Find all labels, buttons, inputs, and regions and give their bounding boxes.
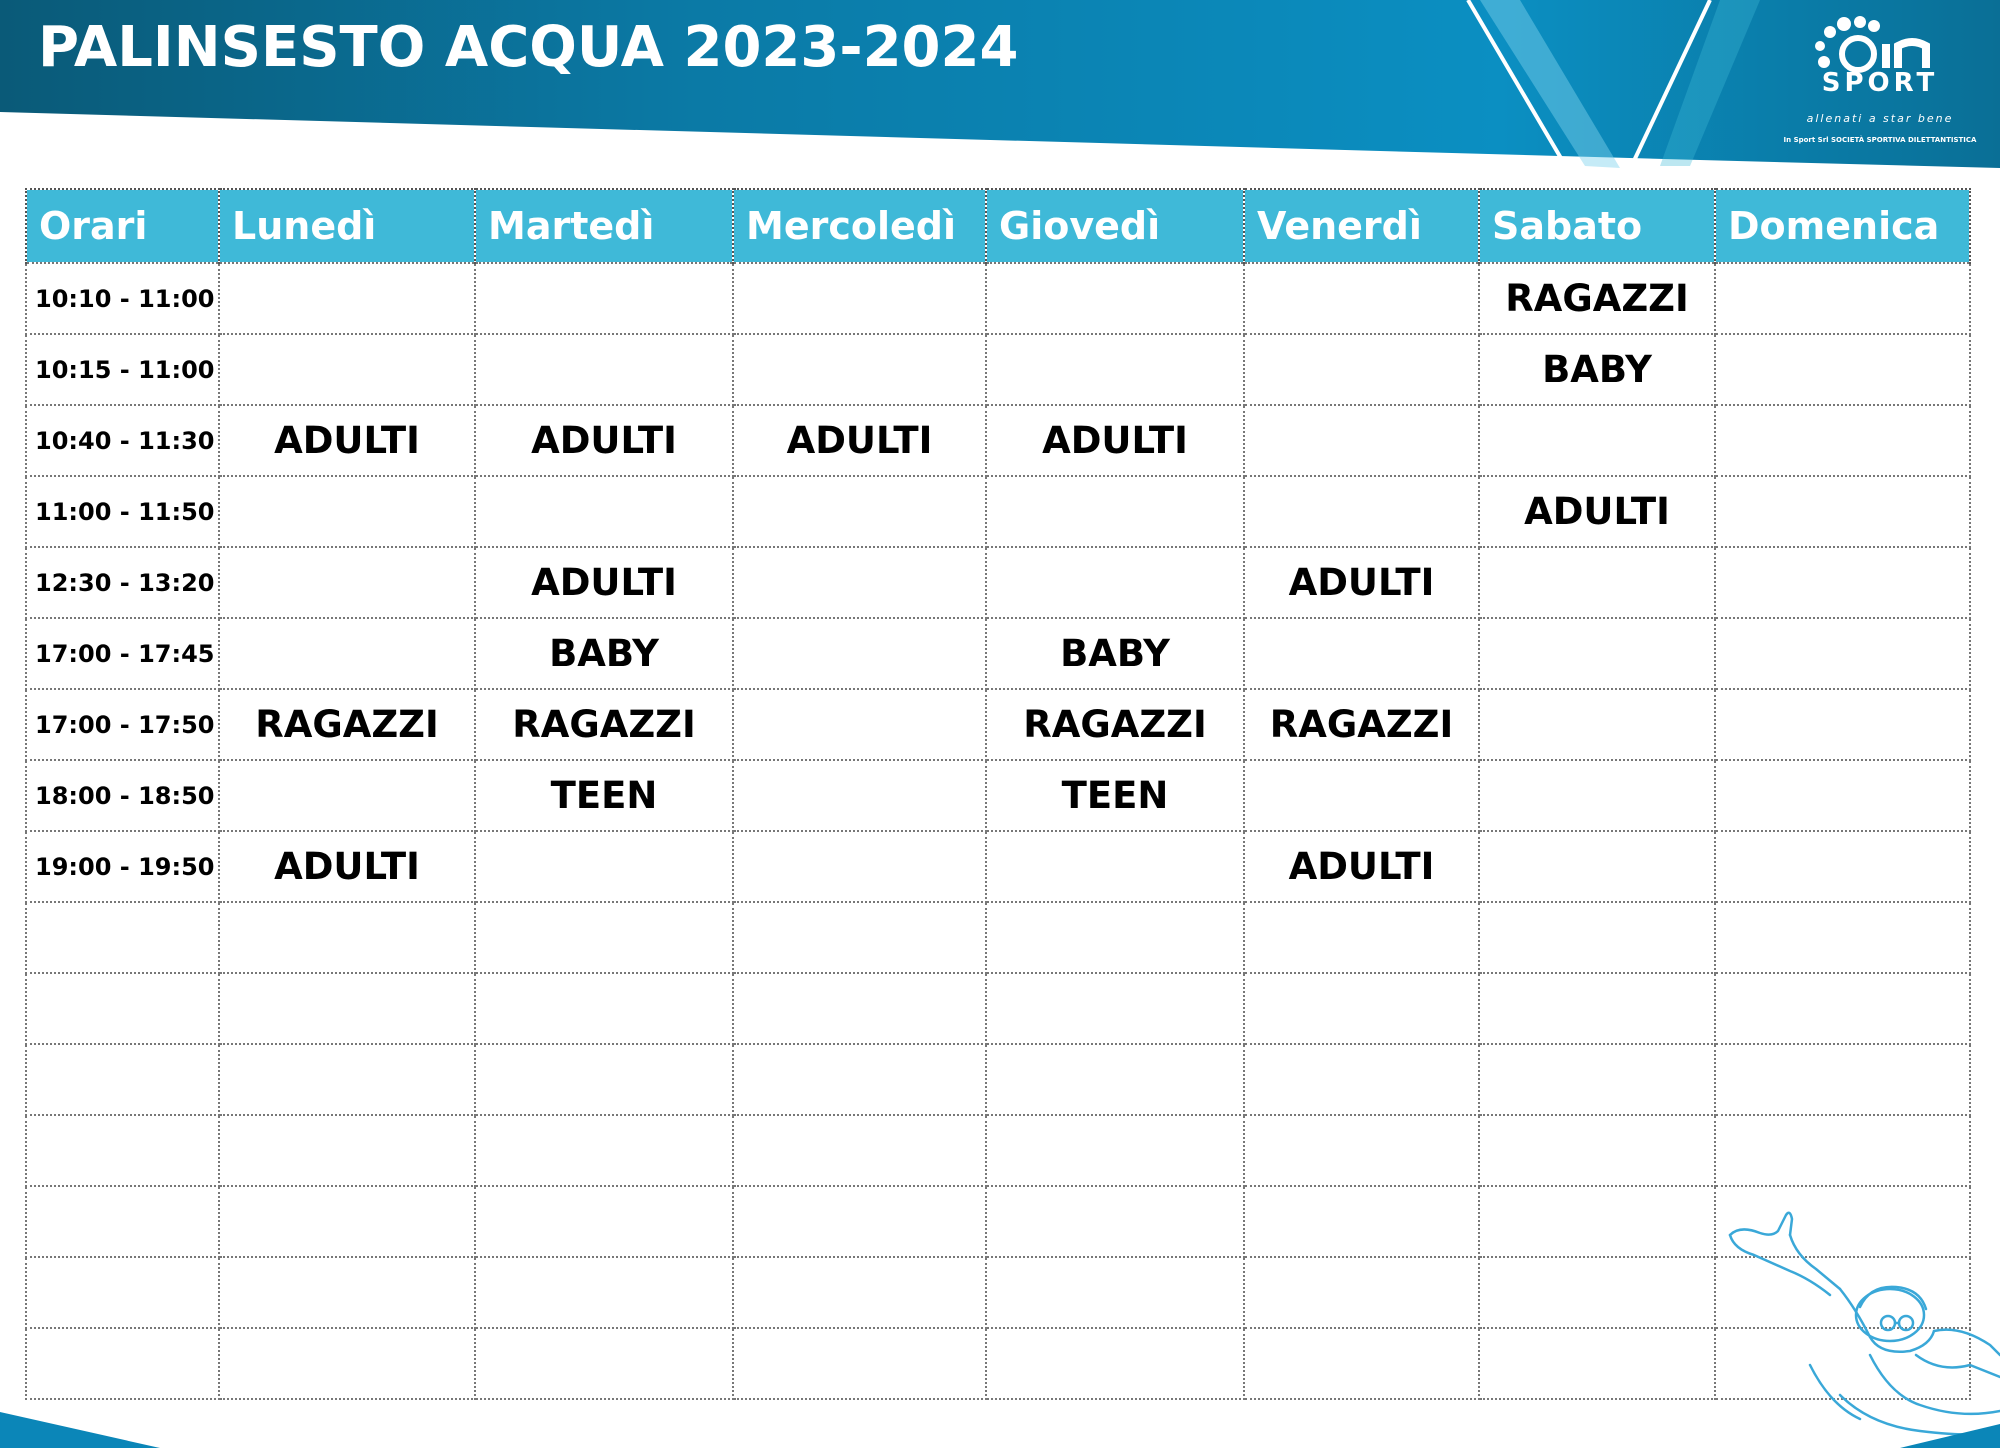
logo-tagline: allenati a star bene [1806,112,1954,125]
class-cell [733,760,986,831]
class-cell [1244,1115,1479,1186]
class-cell: ADULTI [1244,547,1479,618]
class-cell [1715,405,1970,476]
time-cell: 19:00 - 19:50 [26,831,219,902]
class-cell [1479,547,1715,618]
class-cell [1244,263,1479,334]
time-cell [26,1257,219,1328]
class-cell [986,1186,1244,1257]
time-cell: 17:00 - 17:50 [26,689,219,760]
class-cell [475,334,733,405]
time-cell [26,902,219,973]
class-cell [1244,1328,1479,1399]
class-cell [1715,831,1970,902]
class-cell [733,1044,986,1115]
class-cell [475,1328,733,1399]
class-cell: ADULTI [475,405,733,476]
class-cell [733,973,986,1044]
time-cell: 11:00 - 11:50 [26,476,219,547]
column-header: Venerdì [1244,189,1479,263]
column-header: Sabato [1479,189,1715,263]
class-cell [986,547,1244,618]
class-cell: RAGAZZI [1244,689,1479,760]
table-row [26,1044,1970,1115]
class-cell [219,973,475,1044]
class-cell [1479,405,1715,476]
class-cell [1479,1044,1715,1115]
class-cell: RAGAZZI [475,689,733,760]
time-cell: 18:00 - 18:50 [26,760,219,831]
class-cell [1479,973,1715,1044]
class-cell [1244,405,1479,476]
table-row [26,618,1970,689]
class-cell: RAGAZZI [1479,263,1715,334]
class-cell [986,902,1244,973]
class-cell [1715,476,1970,547]
table-row [26,689,1970,760]
class-cell: BABY [986,618,1244,689]
class-cell: BABY [1479,334,1715,405]
class-cell [986,973,1244,1044]
class-cell [1715,334,1970,405]
table-row [26,1257,1970,1328]
class-cell [475,973,733,1044]
class-cell [219,334,475,405]
class-cell [1244,334,1479,405]
class-cell [986,1257,1244,1328]
class-cell: ADULTI [733,405,986,476]
class-cell [1479,831,1715,902]
class-cell [1715,902,1970,973]
class-cell [1244,902,1479,973]
class-cell [219,1115,475,1186]
class-cell [986,263,1244,334]
class-cell [986,334,1244,405]
schedule-table [25,188,1971,1400]
class-cell: TEEN [475,760,733,831]
class-cell [733,902,986,973]
class-cell [733,334,986,405]
column-header: Orari [26,189,219,263]
class-cell [986,1115,1244,1186]
logo-legal-text: In Sport Srl SOCIETÀ SPORTIVA DILETTANTISTICA [1783,136,1977,144]
class-cell [1715,547,1970,618]
table-row [26,902,1970,973]
class-cell [219,902,475,973]
class-cell: ADULTI [986,405,1244,476]
class-cell [733,1115,986,1186]
class-cell [1715,689,1970,760]
class-cell [986,476,1244,547]
class-cell [733,1186,986,1257]
class-cell [733,689,986,760]
column-header: Martedì [475,189,733,263]
table-row [26,476,1970,547]
class-cell [986,1328,1244,1399]
time-cell: 10:10 - 11:00 [26,263,219,334]
table-row [26,334,1970,405]
table-row [26,263,1970,334]
time-cell [26,1044,219,1115]
class-cell [219,1186,475,1257]
class-cell [219,547,475,618]
class-cell [733,831,986,902]
class-cell: ADULTI [1244,831,1479,902]
class-cell [219,1257,475,1328]
class-cell [475,831,733,902]
class-cell [1479,902,1715,973]
class-cell [475,476,733,547]
class-cell [1479,689,1715,760]
class-cell [1479,1115,1715,1186]
class-cell [1479,760,1715,831]
table-row [26,1186,1970,1257]
table-row [26,405,1970,476]
class-cell [1244,1044,1479,1115]
class-cell [219,1328,475,1399]
class-cell [219,476,475,547]
class-cell [1479,618,1715,689]
class-cell: RAGAZZI [986,689,1244,760]
column-header: Lunedì [219,189,475,263]
class-cell [986,831,1244,902]
class-cell [733,263,986,334]
table-row [26,973,1970,1044]
table-row [26,547,1970,618]
column-header: Giovedì [986,189,1244,263]
time-cell [26,973,219,1044]
class-cell [733,547,986,618]
time-cell: 12:30 - 13:20 [26,547,219,618]
time-cell: 10:15 - 11:00 [26,334,219,405]
class-cell: ADULTI [475,547,733,618]
column-header: Mercoledì [733,189,986,263]
class-cell [475,1044,733,1115]
class-cell [219,618,475,689]
class-cell [1715,263,1970,334]
class-cell [1479,1257,1715,1328]
class-cell [219,760,475,831]
table-header-row [26,189,1970,263]
class-cell [475,1186,733,1257]
logo-brand: SPORT [1821,68,1939,98]
class-cell: ADULTI [219,831,475,902]
class-cell: BABY [475,618,733,689]
class-cell: ADULTI [1479,476,1715,547]
class-cell [1244,1257,1479,1328]
class-cell [1244,973,1479,1044]
class-cell [1244,760,1479,831]
class-cell [733,1257,986,1328]
class-cell [1244,618,1479,689]
class-cell: TEEN [986,760,1244,831]
class-cell [1244,1186,1479,1257]
class-cell [733,476,986,547]
class-cell [1715,973,1970,1044]
bottom-stripe [0,1404,2000,1448]
class-cell [986,1044,1244,1115]
class-cell [1715,618,1970,689]
class-cell: RAGAZZI [219,689,475,760]
class-cell [219,1044,475,1115]
class-cell [475,902,733,973]
class-cell [475,263,733,334]
class-cell [1479,1328,1715,1399]
table-row [26,831,1970,902]
time-cell [26,1186,219,1257]
class-cell [1479,1186,1715,1257]
class-cell [475,1257,733,1328]
class-cell [1715,760,1970,831]
table-row [26,1115,1970,1186]
class-cell [733,1328,986,1399]
page-title: PALINSESTO ACQUA 2023-2024 [38,15,1019,80]
column-header: Domenica [1715,189,1970,263]
time-cell: 10:40 - 11:30 [26,405,219,476]
class-cell [475,1115,733,1186]
class-cell [733,618,986,689]
class-cell [219,263,475,334]
class-cell: ADULTI [219,405,475,476]
time-cell [26,1328,219,1399]
class-cell [1715,1044,1970,1115]
table-row [26,760,1970,831]
class-cell [1244,476,1479,547]
table-row [26,1328,1970,1399]
time-cell [26,1115,219,1186]
time-cell: 17:00 - 17:45 [26,618,219,689]
class-cell [1715,1115,1970,1186]
